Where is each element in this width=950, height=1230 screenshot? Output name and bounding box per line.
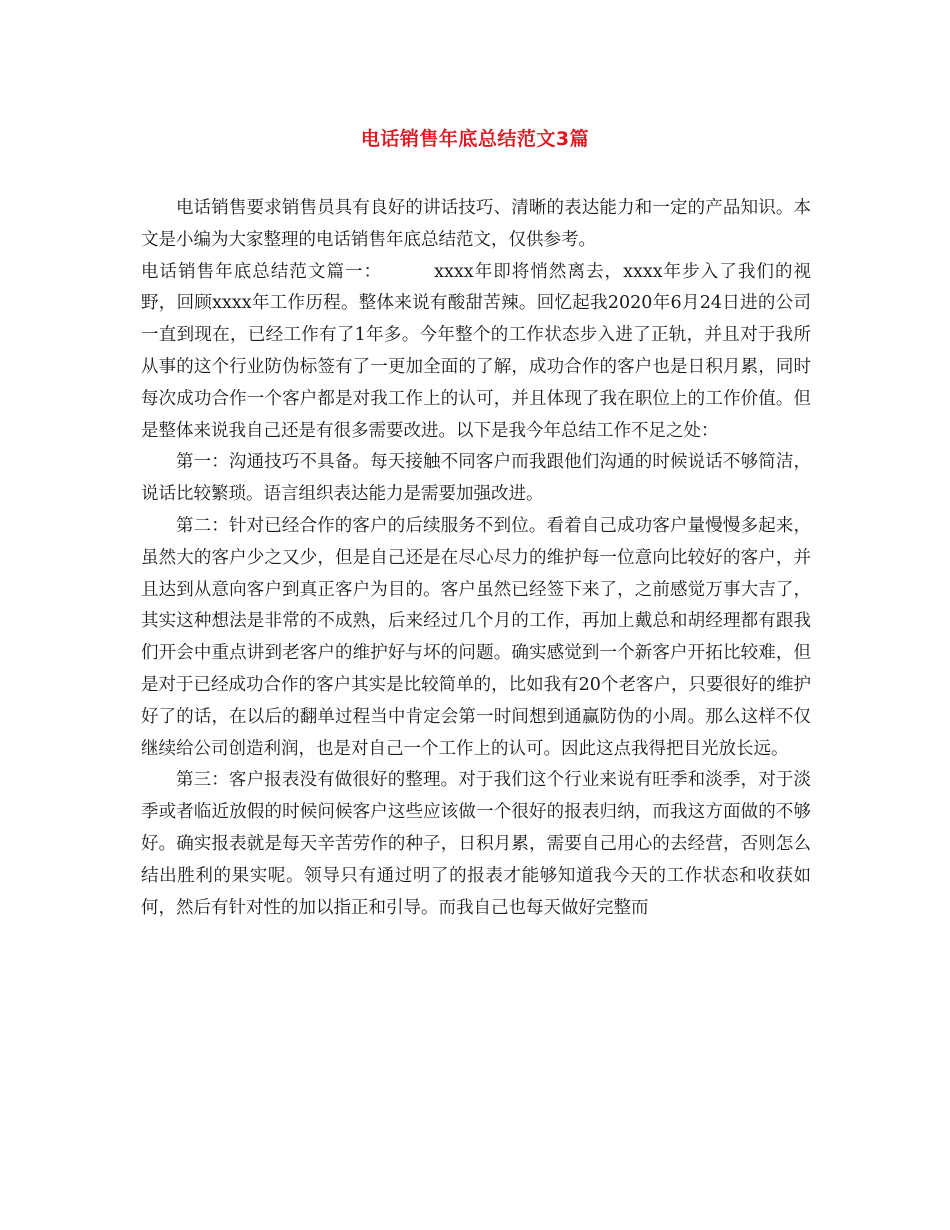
point-two-paragraph: 第二：针对已经合作的客户的后续服务不到位。看着自己成功客户量慢慢多起来，虽然大的客户少之又少，但是自己还是在尽心尽力的维护每一位意向比较好的客户，并且达到从意向客户到真正客户为目的。客户虽然已经签下来了，之前感觉万事大吉了，其实这种想法是非常的不成熟，后来经过几个月的工作，再加上戴总和胡经理都有跟我们开会中重点讲到老客户的维护好与坏的问题。确实感觉到一个新客户开拓比较难，但是对于已经成功合作的客户其实是比较简单的，比如我有20个老客户，只要很好的维护好了的话，在以后的翻单过程当中肯定会第一时间想到通赢防伪的小周。那么这样不仅继续给公司创造利润，也是对自己一个工作上的认可。因此这点我得把目光放长远。 [141,515,811,759]
point-one-paragraph: 第一：沟通技巧不具备。每天接触不同客户而我跟他们沟通的时候说话不够简洁，说话比较繁琐。语言组织表达能力是需要加强改进。 [141,452,811,505]
document-body [141,193,811,924]
document-title: 电话销售年底总结范文3篇 [360,128,590,150]
section-one-paragraph [141,257,811,448]
point-three-paragraph: 第三：客户报表没有做很好的整理。对于我们这个行业来说有旺季和淡季，对于淡季或者临近放假的时候问候客户这些应该做一个很好的报表归纳，而我这方面做的不够好。确实报表就是每天辛苦劳作的种子，日积月累，需要自己用心的去经营，否则怎么结出胜利的果实呢。领导只有通过明了的报表才能够知道我今天的工作状态和收获如何，然后有针对性的加以指正和引导。而我自己也每天做好完整而 [141,770,811,918]
intro-paragraph: 电话销售要求销售员具有良好的讲话技巧、清晰的表达能力和一定的产品知识。本文是小编为大家整理的电话销售年底总结范文，仅供参考。 [141,198,811,250]
section-label: 电话销售年底总结范文篇一： [141,261,383,282]
section-first-text: xxxx年即将悄然离去，xxxx年步入了我们的视野，回顾xxxx年工作历程。整体来说有酸甜苦辣。回忆起我2020年6月24日进的公司一直到现在，已经工作有了1年多。今年整个的工作状态步入进了正轨，并且对于我所从事的这个行业防伪标签有了一更加全面的了解，成功合作的客户也是日积月累，同时每次成功合作一个客户都是对我工作上的认可，并且体现了我在职位上的工作价值。但是整体来说我自己还是有很多需要改进。以下是我今年总结工作不足之处： [141,261,811,441]
